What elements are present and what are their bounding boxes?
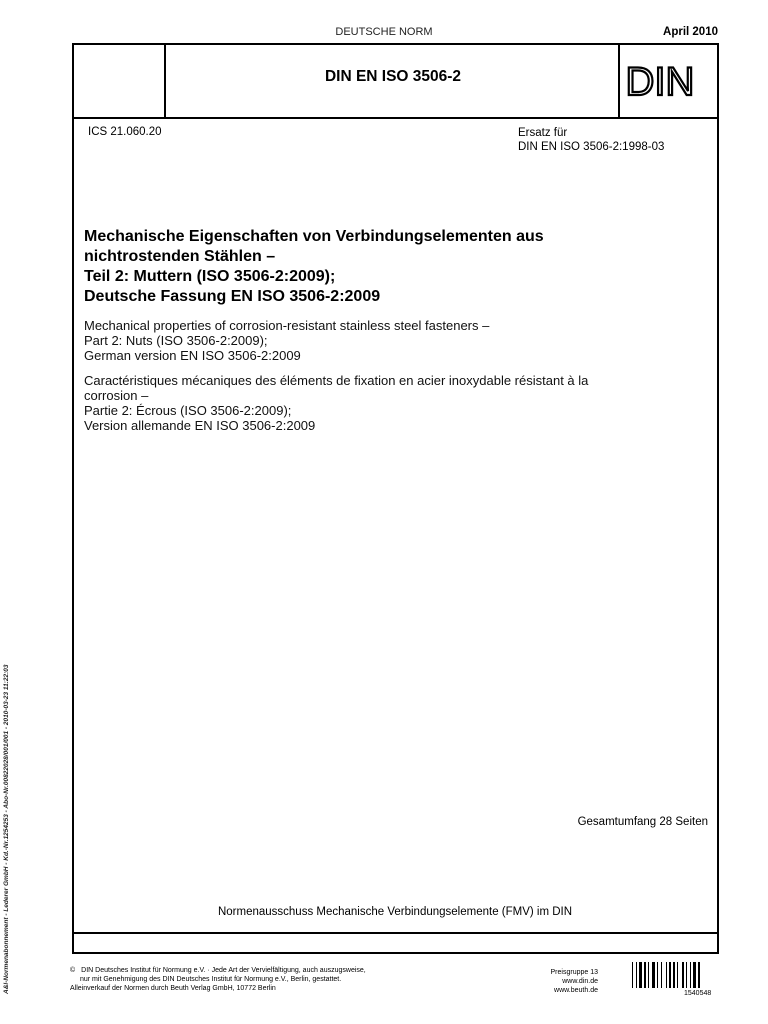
- barcode-bar: [639, 962, 642, 988]
- price-group: Preisgruppe 13: [550, 969, 598, 976]
- barcode-bar: [693, 962, 696, 988]
- barcode-bar: [682, 962, 684, 988]
- title-english-line: Mechanical properties of corrosion-resistant stainless steel fasteners –: [84, 318, 490, 333]
- title-german-line: nichtrostenden Stählen –: [84, 248, 276, 265]
- barcode-bar: [661, 962, 662, 988]
- document-number: DIN EN ISO 3506-2: [324, 68, 462, 85]
- page-count: Gesamtumfang 28 Seiten: [577, 816, 708, 828]
- title-german-line: Teil 2: Muttern (ISO 3506-2:2009);: [84, 268, 336, 285]
- copyright-icon: ©: [70, 967, 76, 974]
- price-block: [536, 968, 598, 995]
- barcode-bar: [644, 962, 646, 988]
- din-logo-text: DIN: [625, 60, 695, 103]
- copyright-line: DIN Deutsches Institut für Normung e.V. · Jede Art der Vervielfältigung, auch auszugsweise,: [81, 967, 366, 974]
- din-website-link[interactable]: www.din.de: [562, 978, 598, 985]
- barcode-number: 1540548: [684, 990, 712, 997]
- barcode: [632, 962, 718, 988]
- title-german-line: Deutsche Fassung EN ISO 3506-2:2009: [84, 288, 381, 305]
- title-english: [84, 318, 684, 363]
- barcode-bar: [698, 962, 700, 988]
- copyright-line: Alleinverkauf der Normen durch Beuth Verlag GmbH, 10772 Berlin: [70, 985, 276, 992]
- replaces-block: [518, 126, 664, 154]
- title-french-line: Caractéristiques mécaniques des éléments de fixation en acier inoxydable résistant à la: [84, 373, 589, 388]
- barcode-bar: [673, 962, 675, 988]
- barcode-bar: [686, 962, 687, 988]
- ics-code: ICS 21.060.20: [88, 126, 162, 138]
- top-label: DEUTSCHE NORM: [335, 26, 433, 38]
- standards-committee: Normenausschuss Mechanische Verbindungselemente (FMV) im DIN: [217, 906, 573, 918]
- title-english-line: German version EN ISO 3506-2:2009: [84, 348, 301, 363]
- barcode-bar: [666, 962, 667, 988]
- title-german: [84, 227, 684, 307]
- publication-date: April 2010: [663, 26, 718, 38]
- title-german-line: Mechanische Eigenschaften von Verbindungselementen aus: [84, 228, 544, 245]
- barcode-bar: [652, 962, 655, 988]
- title-french-line: Partie 2: Écrous (ISO 3506-2:2009);: [84, 403, 292, 418]
- barcode-bar: [669, 962, 671, 988]
- title-french-line: Version allemande EN ISO 3506-2:2009: [84, 418, 316, 433]
- beuth-website-link[interactable]: www.beuth.de: [554, 987, 598, 994]
- replaces-label: Ersatz für: [518, 127, 568, 139]
- barcode-bar: [648, 962, 649, 988]
- copyright-notice: [70, 966, 366, 993]
- barcode-bar: [632, 962, 633, 988]
- replaces-document: DIN EN ISO 3506-2:1998-03: [518, 141, 665, 153]
- title-french: [84, 373, 684, 433]
- din-logo: [620, 59, 700, 103]
- side-license-text: A&I-Normenabonnement - Lederer GmbH - Kd.-Nr.1254253 - Abo-Nr.00822028/001/001 - 2010-03-23 11:22:03: [3, 664, 10, 994]
- barcode-bar: [690, 962, 691, 988]
- copyright-line: nur mit Genehmigung des DIN Deutsches Institut für Normung e.V., Berlin, gestattet.: [80, 976, 342, 983]
- title-french-line: corrosion –: [84, 388, 149, 403]
- title-english-line: Part 2: Nuts (ISO 3506-2:2009);: [84, 333, 268, 348]
- barcode-bar: [677, 962, 678, 988]
- barcode-bar: [636, 962, 637, 988]
- barcode-bar: [657, 962, 658, 988]
- footer-row: [72, 932, 719, 954]
